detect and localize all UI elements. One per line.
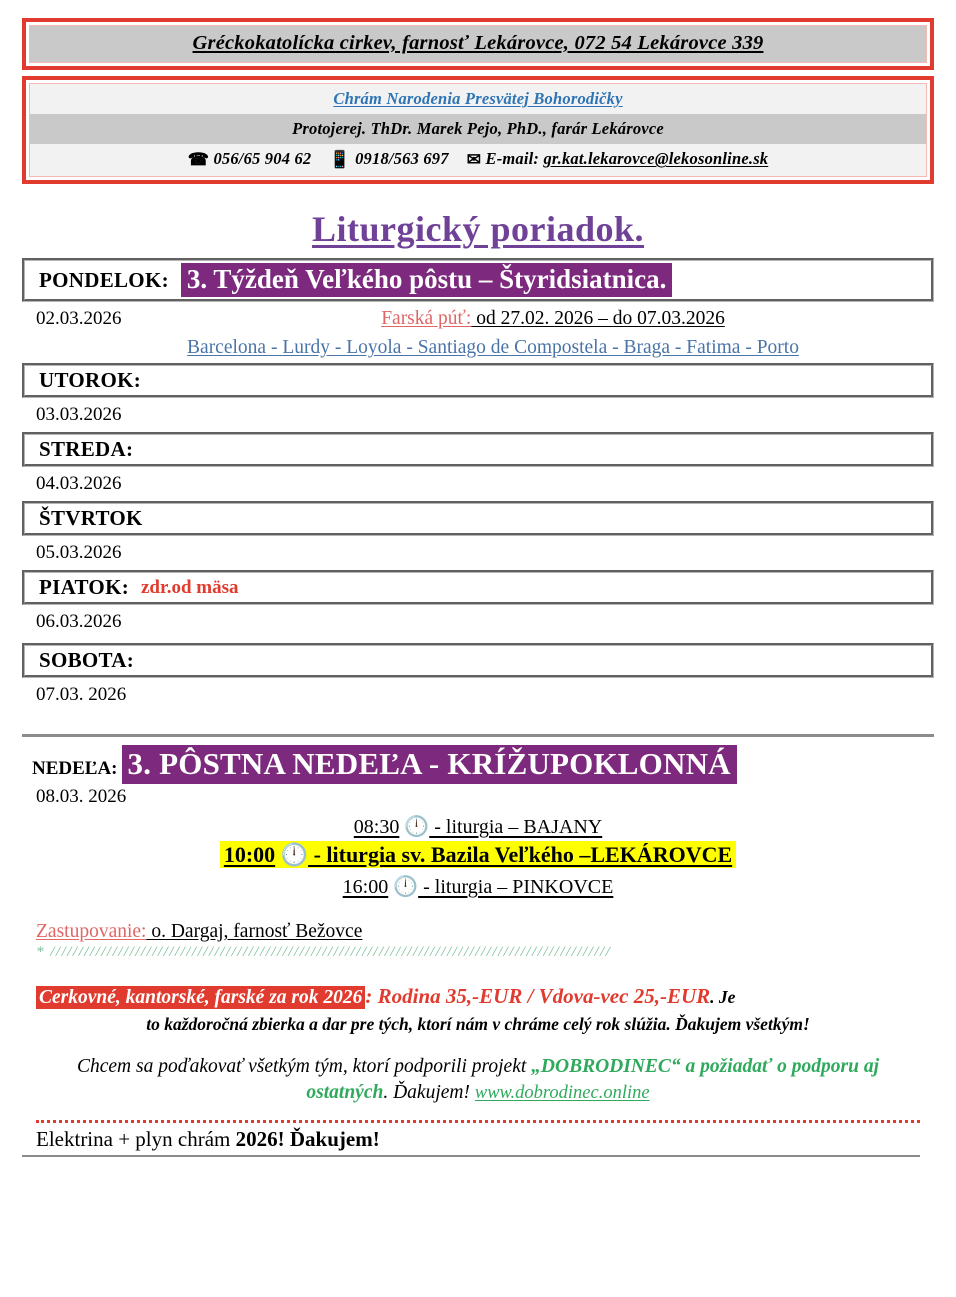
slash-marker: * bbox=[36, 944, 45, 960]
day-row-wednesday bbox=[22, 432, 934, 467]
electricity-note bbox=[22, 1127, 920, 1157]
day-row-saturday bbox=[22, 643, 934, 678]
collection-highlight: Cerkovné, kantorské, farské za rok 2026 bbox=[36, 986, 365, 1009]
day-label-sunday: NEDEĽA: bbox=[32, 758, 118, 779]
contact-line bbox=[30, 144, 926, 176]
day-label-saturday: SOBOTA: bbox=[39, 648, 135, 672]
day-row-friday bbox=[22, 570, 934, 605]
day-label-friday: PIATOK: bbox=[39, 575, 129, 599]
thanks-post: . Ďakujem! bbox=[383, 1082, 475, 1104]
day-row-tuesday bbox=[22, 363, 934, 398]
mobile-entry bbox=[329, 149, 448, 168]
phone-entry bbox=[188, 149, 312, 168]
day-label-monday: PONDELOK: bbox=[39, 267, 169, 292]
schedule-body bbox=[22, 258, 934, 1157]
day-date-saturday: 07.03. 2026 bbox=[36, 684, 127, 705]
pilgrimage-route: Barcelona - Lurdy - Loyola - Santiago de Compostela - Braga - Fatima - Porto bbox=[187, 337, 799, 358]
pilgrimage-dates: od 27.02. 2026 – do 07.03.2026 bbox=[471, 308, 725, 329]
email-entry bbox=[467, 149, 769, 168]
church-name-text: Chrám Narodenia Presvätej Bohorodičky bbox=[333, 89, 623, 108]
liturgy-item-2 bbox=[22, 842, 934, 868]
page-title bbox=[0, 208, 956, 250]
electricity-bold: 2026! Ďakujem! bbox=[235, 1127, 380, 1152]
dobrodinec-notice bbox=[22, 1054, 934, 1107]
sunday-banner: 3. PÔSTNA NEDEĽA - KRÍŽUPOKLONNÁ bbox=[122, 745, 737, 784]
day-date-wednesday: 04.03.2026 bbox=[36, 473, 122, 494]
pilgrimage-line bbox=[22, 308, 934, 330]
day-row-thursday bbox=[22, 501, 934, 536]
liturgy-time-2: 10:00 bbox=[223, 842, 276, 867]
day-label-wednesday: STREDA: bbox=[39, 437, 134, 461]
collection-notice bbox=[22, 983, 934, 1036]
thanks-mid: aj ostatných bbox=[306, 1055, 880, 1104]
priest-name: Protojerej. ThDr. Marek Pejo, PhD., farár Lekárovce bbox=[292, 119, 664, 138]
day-row-sunday bbox=[22, 745, 934, 784]
day-date-tuesday: 03.03.2026 bbox=[36, 404, 122, 425]
sunday-separator bbox=[22, 734, 934, 737]
church-info-box bbox=[22, 76, 934, 184]
day-label-tuesday: UTOROK: bbox=[39, 368, 142, 392]
phone-number: 056/65 904 62 bbox=[213, 149, 312, 168]
clock-icon: 🕛 bbox=[404, 816, 430, 838]
clock-icon: 🕛 bbox=[393, 876, 419, 898]
liturgy-time-1: 08:30 bbox=[353, 816, 400, 838]
parish-name bbox=[30, 26, 926, 62]
envelope-icon: ✉ bbox=[466, 150, 482, 169]
parish-name-box bbox=[22, 18, 934, 70]
day-date-monday: 02.03.2026 bbox=[36, 308, 122, 329]
liturgy-time-3: 16:00 bbox=[342, 876, 389, 898]
dotted-divider bbox=[36, 1120, 920, 1123]
substitution-text: o. Dargaj, farnosť Bežovce bbox=[146, 921, 363, 942]
parish-name-text: Gréckokatolícka cirkev, farnosť Lekárovce, 072 54 Lekárovce 339 bbox=[192, 32, 764, 54]
liturgical-schedule-page bbox=[0, 18, 956, 1297]
email-label: E-mail: bbox=[485, 149, 540, 168]
phone-icon: ☎ bbox=[187, 150, 210, 169]
week-banner: 3. Týždeň Veľkého pôstu – Štyridsiatnica. bbox=[181, 263, 673, 297]
liturgy-text-1: - liturgia – BAJANY bbox=[429, 816, 603, 838]
liturgy-text-2: - liturgia sv. Bazila Veľkého –LEKÁROVCE bbox=[308, 842, 733, 867]
fasting-note: zdr.od mäsa bbox=[141, 576, 239, 598]
liturgy-text-3: - liturgia – PINKOVCE bbox=[418, 876, 614, 898]
liturgy-item-3 bbox=[22, 874, 934, 899]
mobile-number: 0918/563 697 bbox=[355, 149, 449, 168]
substitution-label: Zastupovanie: bbox=[36, 921, 147, 942]
thanks-project: „DOBRODINEC“ a požiadať o podporu bbox=[531, 1055, 859, 1077]
day-label-thursday: ŠTVRTOK bbox=[39, 506, 143, 530]
email-address[interactable]: gr.kat.lekarovce@lekosonline.sk bbox=[543, 149, 769, 168]
day-date-friday: 06.03.2026 bbox=[36, 611, 122, 632]
collection-line2: to každoročná zbierka a dar pre tých, ktorí nám v chráme celý rok slúžia. Ďakujem všetkým! bbox=[146, 1013, 810, 1034]
collection-amounts: : Rodina 35,-EUR / Vdova-vec 25,-EUR bbox=[365, 984, 711, 1008]
substitution-line bbox=[22, 921, 934, 943]
day-date-sunday: 08.03. 2026 bbox=[36, 786, 127, 807]
clock-icon: 🕛 bbox=[280, 842, 309, 867]
church-name bbox=[30, 84, 926, 114]
electricity-pre: Elektrina + plyn chrám bbox=[36, 1127, 236, 1152]
page-title-text: Liturgický poriadok. bbox=[311, 209, 645, 249]
day-date-thursday: 05.03.2026 bbox=[36, 542, 122, 563]
collection-tail: . Je bbox=[710, 987, 736, 1007]
slash-divider bbox=[22, 944, 934, 961]
thanks-pre: Chcem sa poďakovať všetkým tým, ktorí podporili projekt bbox=[76, 1055, 532, 1077]
liturgy-item-1 bbox=[22, 814, 934, 839]
slash-fill: /////////////////////////////////////////////////////////////////////////////////////////////////// bbox=[50, 944, 612, 960]
mobile-phone-icon: 📱 bbox=[329, 150, 351, 169]
dobrodinec-link[interactable]: www.dobrodinec.online bbox=[474, 1083, 650, 1104]
header bbox=[22, 18, 934, 184]
pilgrimage-label: Farská púť: bbox=[381, 308, 472, 329]
day-row-monday bbox=[22, 258, 934, 302]
